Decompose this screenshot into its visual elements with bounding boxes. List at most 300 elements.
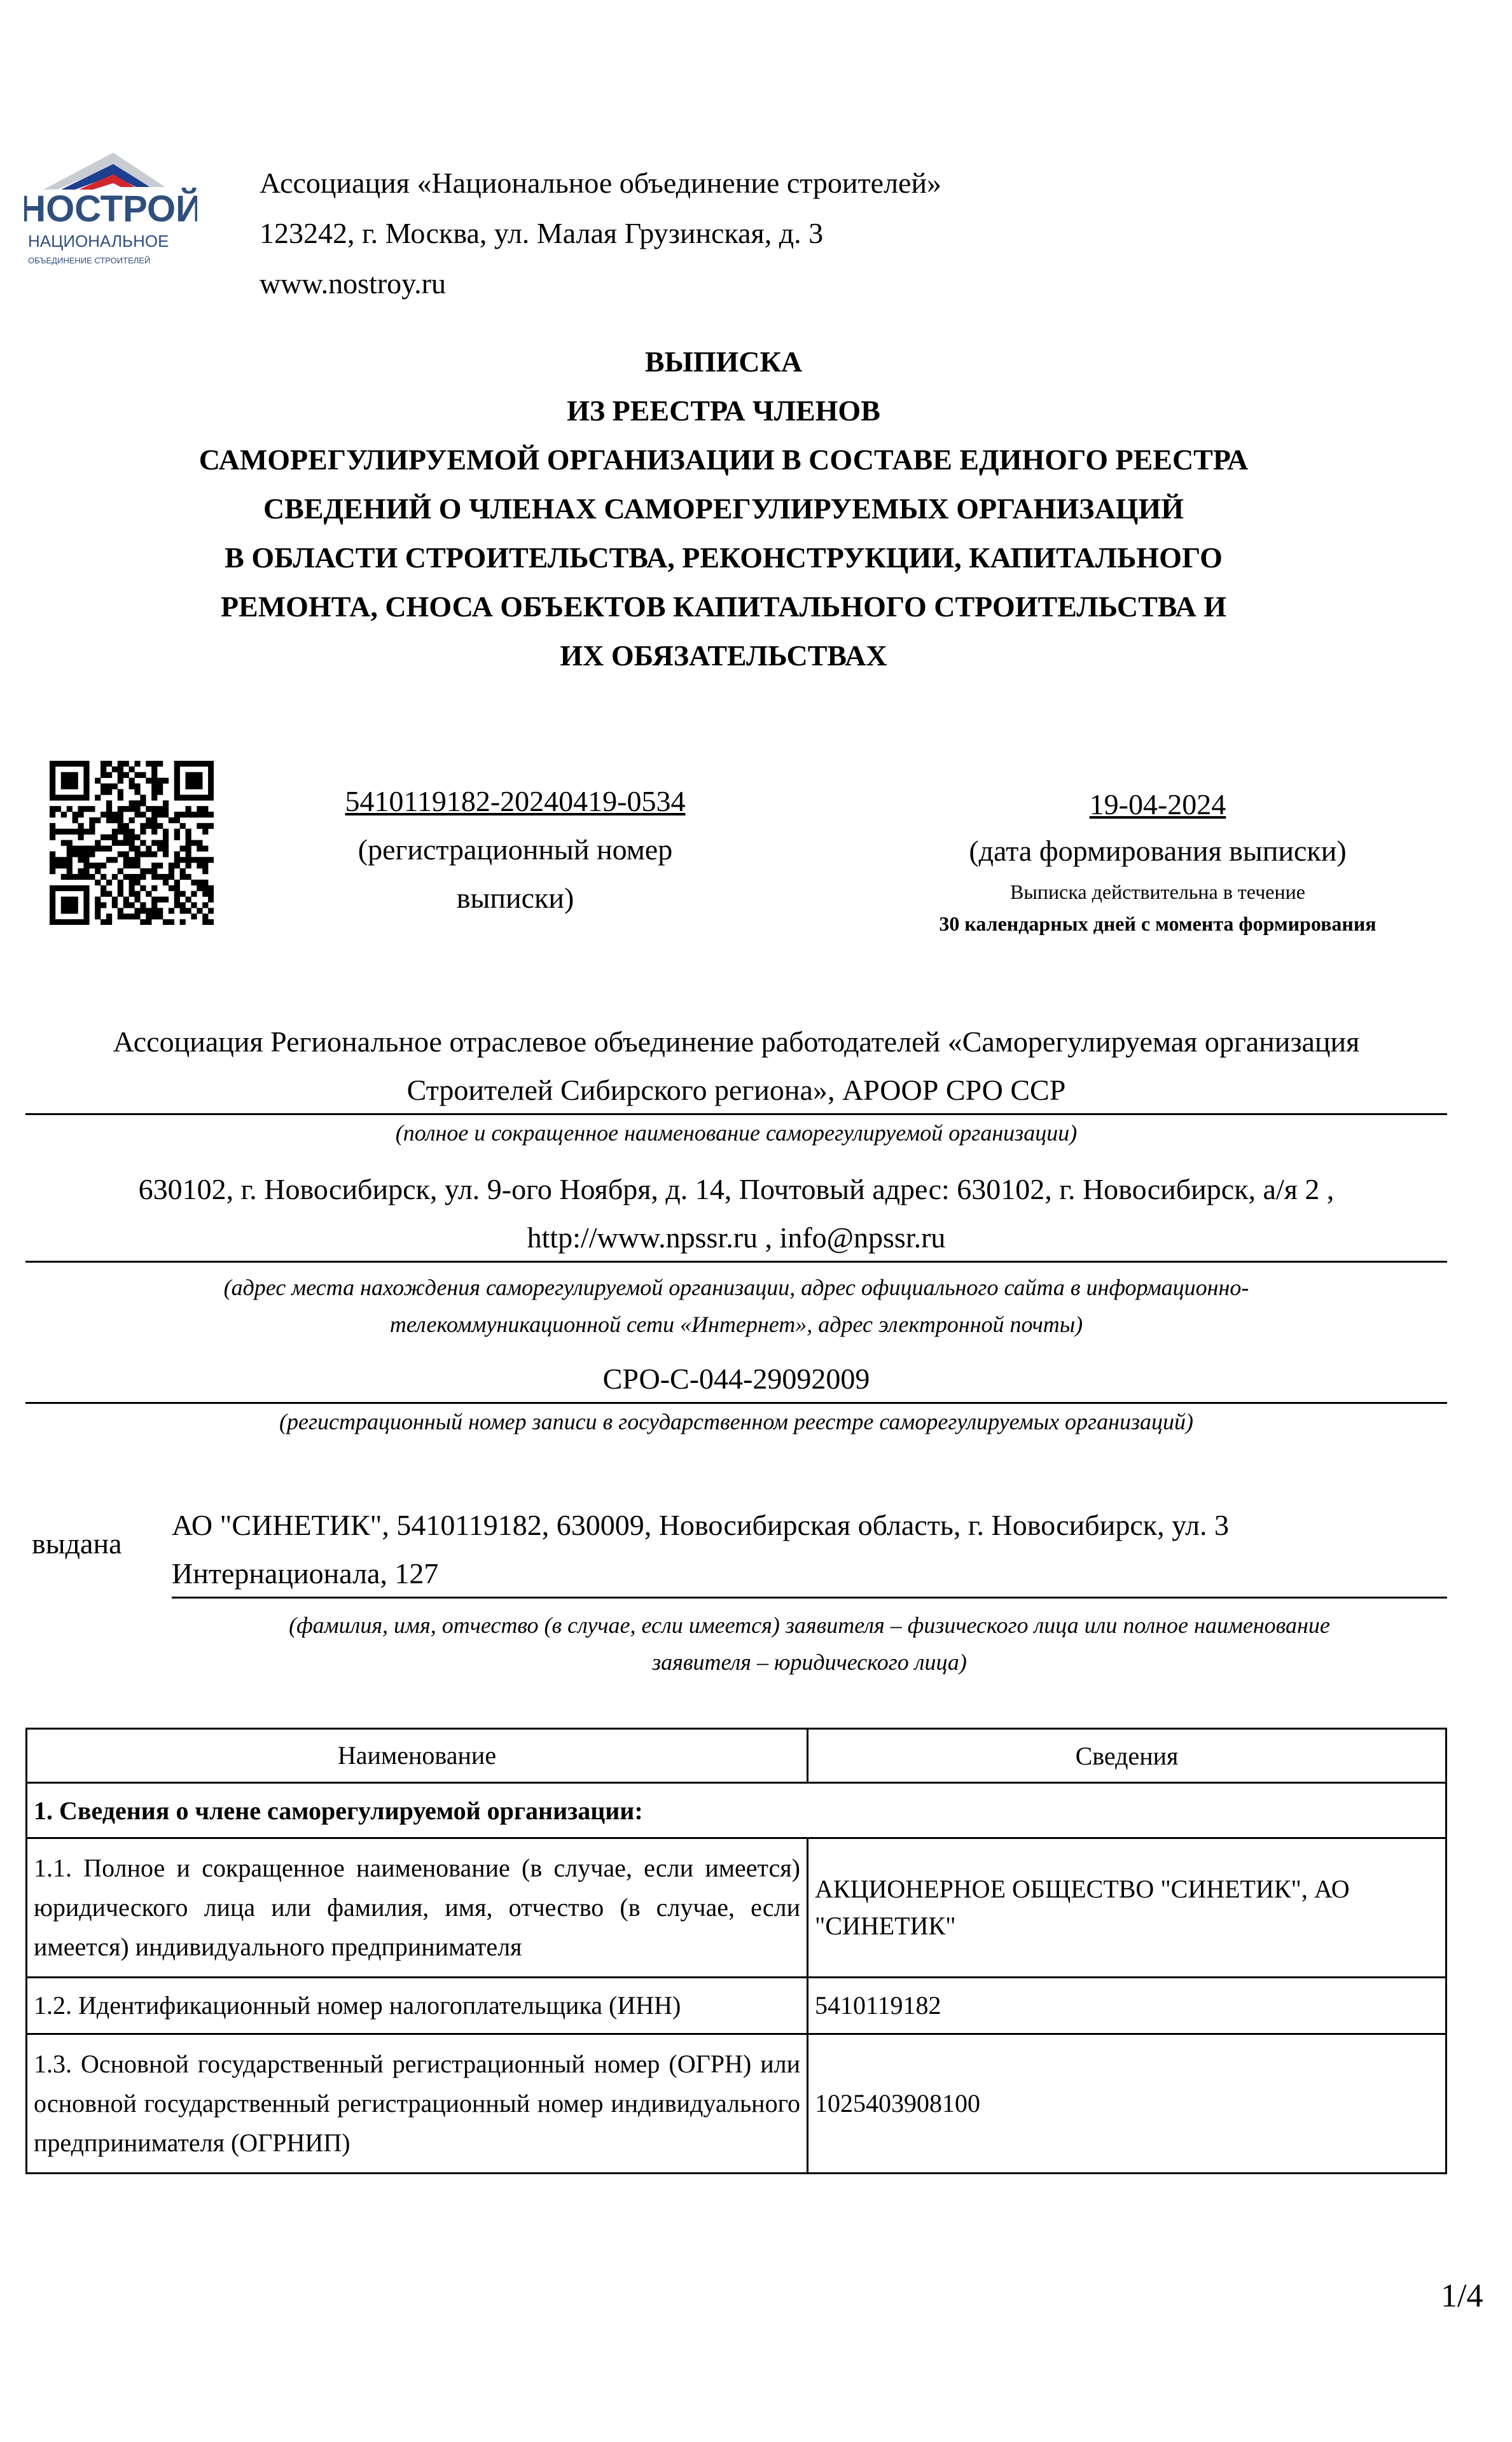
qr-module	[157, 806, 163, 812]
qr-module	[118, 908, 123, 913]
qr-module	[55, 829, 61, 835]
qr-module	[123, 835, 129, 840]
qr-module	[197, 857, 202, 863]
qr-module	[180, 761, 186, 767]
qr-module	[67, 772, 73, 778]
qr-module	[129, 784, 135, 789]
qr-module	[78, 812, 83, 817]
qr-module	[180, 908, 186, 913]
qr-module	[202, 891, 208, 897]
qr-module	[151, 840, 157, 846]
qr-module	[151, 885, 157, 891]
sro-address-line-2[interactable]: http://www.npssr.ru , info@npssr.ru	[527, 1221, 946, 1254]
qr-module	[151, 778, 157, 784]
qr-module	[197, 845, 202, 851]
qr-module	[202, 880, 208, 885]
qr-module	[140, 908, 146, 913]
qr-module	[89, 851, 95, 857]
qr-module	[174, 902, 180, 908]
qr-module	[169, 908, 174, 913]
issuer-address: 123242, г. Москва, ул. Малая Грузинская, д. 3	[260, 217, 824, 249]
title-line: ИХ ОБЯЗАТЕЛЬСТВАХ	[560, 639, 887, 672]
qr-module	[55, 919, 61, 925]
qr-module	[112, 817, 118, 823]
qr-module	[95, 880, 101, 885]
qr-module	[129, 840, 135, 846]
qr-module	[67, 851, 73, 857]
qr-module	[106, 891, 112, 897]
qr-module	[73, 778, 78, 784]
qr-module	[174, 789, 180, 794]
qr-module	[50, 868, 55, 874]
qr-module	[78, 857, 83, 863]
qr-module	[163, 880, 169, 885]
qr-module	[67, 840, 73, 846]
qr-module	[134, 845, 140, 851]
qr-module	[101, 835, 106, 840]
qr-module	[50, 851, 55, 857]
qr-module	[83, 851, 89, 857]
qr-module	[151, 812, 157, 817]
qr-module	[67, 829, 73, 835]
qr-module	[73, 908, 78, 913]
qr-module	[151, 761, 157, 767]
qr-module	[208, 761, 214, 767]
qr-module	[101, 784, 106, 789]
qr-module	[197, 806, 202, 812]
qr-module	[202, 902, 208, 908]
title-line: САМОРЕГУЛИРУЕМОЙ ОРГАНИЗАЦИИ В СОСТАВЕ ЕДИНОГО РЕЕСТРА	[198, 443, 1249, 476]
qr-module	[174, 835, 180, 840]
qr-module	[78, 845, 83, 851]
qr-module	[146, 806, 151, 812]
qr-module	[67, 919, 73, 925]
qr-module	[67, 784, 73, 789]
qr-module	[78, 851, 83, 857]
qr-module	[118, 794, 123, 800]
qr-module	[83, 784, 89, 789]
qr-module	[61, 761, 67, 767]
qr-module	[67, 778, 73, 784]
row-value: 5410119182	[808, 1978, 1446, 2034]
qr-module	[146, 913, 151, 919]
qr-module	[67, 845, 73, 851]
qr-module	[191, 913, 197, 919]
qr-module	[106, 800, 112, 806]
qr-module	[186, 851, 191, 857]
qr-module	[50, 772, 55, 778]
qr-module	[151, 772, 157, 778]
qr-module	[140, 851, 146, 857]
qr-module	[50, 767, 55, 772]
qr-module	[73, 902, 78, 908]
qr-module	[129, 829, 135, 835]
qr-module	[83, 772, 89, 778]
qr-module	[197, 840, 202, 846]
qr-module	[95, 897, 101, 903]
qr-module	[140, 812, 146, 817]
qr-module	[151, 806, 157, 812]
qr-module	[163, 806, 169, 812]
qr-module	[169, 885, 174, 891]
qr-module	[163, 919, 169, 925]
logo-wordmark: НОСТРОЙ	[24, 188, 197, 230]
qr-module	[208, 891, 214, 897]
qr-module	[146, 851, 151, 857]
qr-module	[191, 880, 197, 885]
registration-caption-1: (регистрационный номер	[357, 833, 673, 866]
qr-module	[112, 829, 118, 835]
qr-module	[106, 919, 112, 925]
qr-module	[67, 902, 73, 908]
qr-module	[95, 902, 101, 908]
qr-module	[208, 919, 214, 925]
qr-module	[61, 778, 67, 784]
qr-module	[118, 778, 123, 784]
qr-module	[118, 851, 123, 857]
qr-module	[55, 857, 61, 863]
qr-module	[83, 794, 89, 800]
qr-module	[180, 902, 186, 908]
qr-module	[134, 851, 140, 857]
qr-module	[140, 874, 146, 880]
qr-module	[129, 891, 135, 897]
qr-module	[106, 789, 112, 794]
qr-module	[191, 772, 197, 778]
qr-module	[197, 784, 202, 789]
member-info-table	[25, 1728, 1447, 2174]
qr-module	[134, 913, 140, 919]
qr-module	[151, 767, 157, 772]
qr-module	[55, 885, 61, 891]
qr-module	[89, 845, 95, 851]
qr-module	[202, 761, 208, 767]
issuer-info	[260, 158, 941, 309]
qr-module	[89, 817, 95, 823]
sro-address	[25, 1165, 1447, 1262]
qr-module	[202, 913, 208, 919]
qr-module	[101, 891, 106, 897]
page-number: 1/4	[1441, 2278, 1483, 2314]
qr-module	[101, 767, 106, 772]
qr-code-icon	[50, 761, 214, 925]
qr-module	[83, 897, 89, 903]
qr-module	[123, 874, 129, 880]
qr-module	[129, 817, 135, 823]
qr-module	[146, 908, 151, 913]
qr-module	[123, 851, 129, 857]
sro-name	[25, 1018, 1447, 1114]
qr-module	[73, 772, 78, 778]
qr-module	[112, 857, 118, 863]
qr-module	[123, 897, 129, 903]
qr-module	[202, 829, 208, 835]
table-row	[27, 2034, 1446, 2174]
qr-module	[129, 913, 135, 919]
qr-module	[118, 829, 123, 835]
qr-module	[163, 812, 169, 817]
table-row	[27, 1978, 1446, 2034]
qr-module	[180, 794, 186, 800]
qr-module	[180, 874, 186, 880]
qr-module	[129, 885, 135, 891]
qr-module	[123, 823, 129, 829]
qr-module	[83, 863, 89, 868]
validity-note: Выписка действительна в течение	[1010, 880, 1305, 903]
row-name: 1.1. Полное и сокращенное наименование (в случае, если имеется) юридического лица или фамилия, имя, отчество (в случае, если имеется) индивидуального предпринимателя	[27, 1838, 808, 1978]
qr-module	[186, 857, 191, 863]
formation-date: 19-04-2024	[1089, 788, 1226, 821]
qr-module	[186, 840, 191, 846]
qr-module	[95, 863, 101, 868]
qr-module	[197, 761, 202, 767]
qr-module	[174, 761, 180, 767]
qr-module	[151, 794, 157, 800]
qr-module	[50, 789, 55, 794]
qr-module	[151, 789, 157, 794]
row-name: 1.2. Идентификационный номер налогоплательщика (ИНН)	[27, 1978, 808, 2034]
qr-module	[61, 885, 67, 891]
qr-module	[123, 761, 129, 767]
qr-module	[118, 880, 123, 885]
qr-module	[134, 835, 140, 840]
issued-line-2: Интернационала, 127	[172, 1557, 439, 1590]
qr-module	[61, 812, 67, 817]
qr-module	[208, 789, 214, 794]
qr-module	[157, 812, 163, 817]
qr-module	[106, 812, 112, 817]
row-value: АКЦИОНЕРНОЕ ОБЩЕСТВО "СИНЕТИК", АО "СИНЕТИК"	[808, 1838, 1446, 1978]
qr-module	[180, 857, 186, 863]
qr-module	[118, 913, 123, 919]
qr-module	[123, 857, 129, 863]
title-line: В ОБЛАСТИ СТРОИТЕЛЬСТВА, РЕКОНСТРУКЦИИ, КАПИТАЛЬНОГО	[225, 541, 1223, 574]
issuer-website[interactable]: www.nostroy.ru	[260, 267, 447, 300]
qr-module	[83, 885, 89, 891]
sro-address-caption	[25, 1269, 1447, 1343]
qr-module	[50, 829, 55, 835]
qr-module	[191, 812, 197, 817]
qr-module	[174, 778, 180, 784]
qr-module	[118, 885, 123, 891]
qr-module	[50, 902, 55, 908]
qr-module	[140, 868, 146, 874]
qr-module	[123, 863, 129, 868]
qr-module	[163, 851, 169, 857]
qr-module	[61, 829, 67, 835]
qr-module	[83, 874, 89, 880]
qr-module	[140, 772, 146, 778]
qr-module	[146, 823, 151, 829]
qr-module	[157, 874, 163, 880]
qr-module	[118, 806, 123, 812]
qr-module	[174, 784, 180, 789]
qr-module	[67, 806, 73, 812]
qr-module	[208, 772, 214, 778]
qr-module	[118, 817, 123, 823]
qr-module	[50, 794, 55, 800]
qr-module	[163, 897, 169, 903]
divider	[172, 1597, 1447, 1599]
qr-module	[129, 857, 135, 863]
qr-module	[73, 885, 78, 891]
qr-module	[101, 874, 106, 880]
qr-module	[208, 778, 214, 784]
validity-period: 30 календарных дней с момента формирования	[939, 912, 1377, 935]
qr-module	[169, 919, 174, 925]
divider	[25, 1261, 1447, 1263]
logo-subtitle-2: ОБЪЕДИНЕНИЕ СТРОИТЕЛЕЙ	[28, 256, 151, 265]
qr-module	[83, 908, 89, 913]
qr-module	[106, 817, 112, 823]
qr-module	[134, 897, 140, 903]
qr-module	[169, 817, 174, 823]
qr-module	[169, 868, 174, 874]
table-header-row	[27, 1729, 1446, 1783]
qr-module	[95, 845, 101, 851]
divider	[25, 1113, 1447, 1115]
qr-module	[163, 835, 169, 840]
qr-module	[78, 829, 83, 835]
qr-module	[67, 761, 73, 767]
qr-module	[197, 778, 202, 784]
qr-module	[174, 794, 180, 800]
qr-module	[129, 806, 135, 812]
qr-module	[61, 840, 67, 846]
qr-module	[95, 778, 101, 784]
title-line: ВЫПИСКА	[644, 345, 803, 378]
qr-module	[140, 829, 146, 835]
qr-module	[101, 772, 106, 778]
divider	[25, 1402, 1447, 1404]
qr-module	[180, 845, 186, 851]
qr-module	[106, 880, 112, 885]
qr-module	[140, 840, 146, 846]
qr-module	[73, 812, 78, 817]
qr-module	[140, 794, 146, 800]
qr-module	[186, 874, 191, 880]
qr-module	[61, 863, 67, 868]
table-section-row	[27, 1783, 1446, 1838]
qr-module	[106, 845, 112, 851]
qr-module	[146, 778, 151, 784]
qr-module	[73, 897, 78, 903]
qr-module	[151, 868, 157, 874]
qr-module	[83, 778, 89, 784]
issued-caption-1: (фамилия, имя, отчество (в случае, если имеется) заявителя – физического лица или полное наименование	[289, 1613, 1330, 1638]
qr-module	[83, 761, 89, 767]
registration-number: 5410119182-20240419-0534	[345, 785, 686, 817]
qr-module	[163, 778, 169, 784]
qr-module	[61, 784, 67, 789]
qr-module	[134, 857, 140, 863]
qr-module	[78, 823, 83, 829]
qr-module	[134, 880, 140, 885]
qr-module	[67, 908, 73, 913]
qr-module	[151, 897, 157, 903]
qr-module	[197, 812, 202, 817]
qr-module	[151, 823, 157, 829]
qr-module	[151, 874, 157, 880]
qr-module	[61, 794, 67, 800]
qr-module	[174, 817, 180, 823]
qr-module	[146, 891, 151, 897]
qr-module	[129, 835, 135, 840]
qr-module	[151, 863, 157, 868]
qr-module	[186, 829, 191, 835]
qr-module	[50, 885, 55, 891]
qr-module	[157, 784, 163, 789]
qr-module	[157, 908, 163, 913]
qr-module	[78, 874, 83, 880]
qr-module	[191, 902, 197, 908]
qr-module	[157, 823, 163, 829]
qr-module	[163, 874, 169, 880]
qr-module	[140, 800, 146, 806]
qr-module	[202, 812, 208, 817]
qr-module	[118, 761, 123, 767]
qr-module	[55, 806, 61, 812]
issuer-name: Ассоциация «Национальное объединение строителей»	[260, 167, 942, 199]
qr-module	[208, 823, 214, 829]
qr-module	[174, 885, 180, 891]
qr-module	[61, 874, 67, 880]
qr-module	[151, 784, 157, 789]
qr-module	[50, 823, 55, 829]
formation-date-caption: (дата формирования выписки)	[969, 835, 1347, 867]
qr-module	[112, 874, 118, 880]
title-line: ИЗ РЕЕСТРА ЧЛЕНОВ	[567, 394, 880, 427]
qr-module	[50, 897, 55, 903]
qr-module	[83, 902, 89, 908]
qr-module	[118, 767, 123, 772]
qr-module	[78, 919, 83, 925]
qr-module	[157, 913, 163, 919]
qr-module	[112, 767, 118, 772]
qr-module	[73, 919, 78, 925]
issued-caption-2: заявителя – юридического лица)	[652, 1649, 967, 1675]
qr-module	[202, 857, 208, 863]
qr-module	[140, 919, 146, 925]
qr-module	[174, 863, 180, 868]
qr-module	[112, 840, 118, 846]
qr-module	[169, 874, 174, 880]
qr-module	[134, 891, 140, 897]
qr-module	[191, 784, 197, 789]
qr-module	[197, 772, 202, 778]
sro-reg-number: СРО-С-044-29092009	[602, 1363, 870, 1395]
qr-module	[78, 806, 83, 812]
qr-module	[134, 812, 140, 817]
issued-caption	[172, 1607, 1447, 1681]
qr-module	[191, 891, 197, 897]
qr-module	[134, 806, 140, 812]
qr-module	[123, 806, 129, 812]
qr-module	[186, 794, 191, 800]
qr-module	[83, 913, 89, 919]
qr-module	[95, 913, 101, 919]
qr-module	[180, 868, 186, 874]
qr-module	[83, 919, 89, 925]
qr-module	[134, 874, 140, 880]
qr-module	[78, 794, 83, 800]
qr-module	[129, 800, 135, 806]
qr-module	[123, 772, 129, 778]
qr-module	[208, 784, 214, 789]
qr-module	[106, 913, 112, 919]
qr-module	[129, 902, 135, 908]
qr-module	[151, 902, 157, 908]
